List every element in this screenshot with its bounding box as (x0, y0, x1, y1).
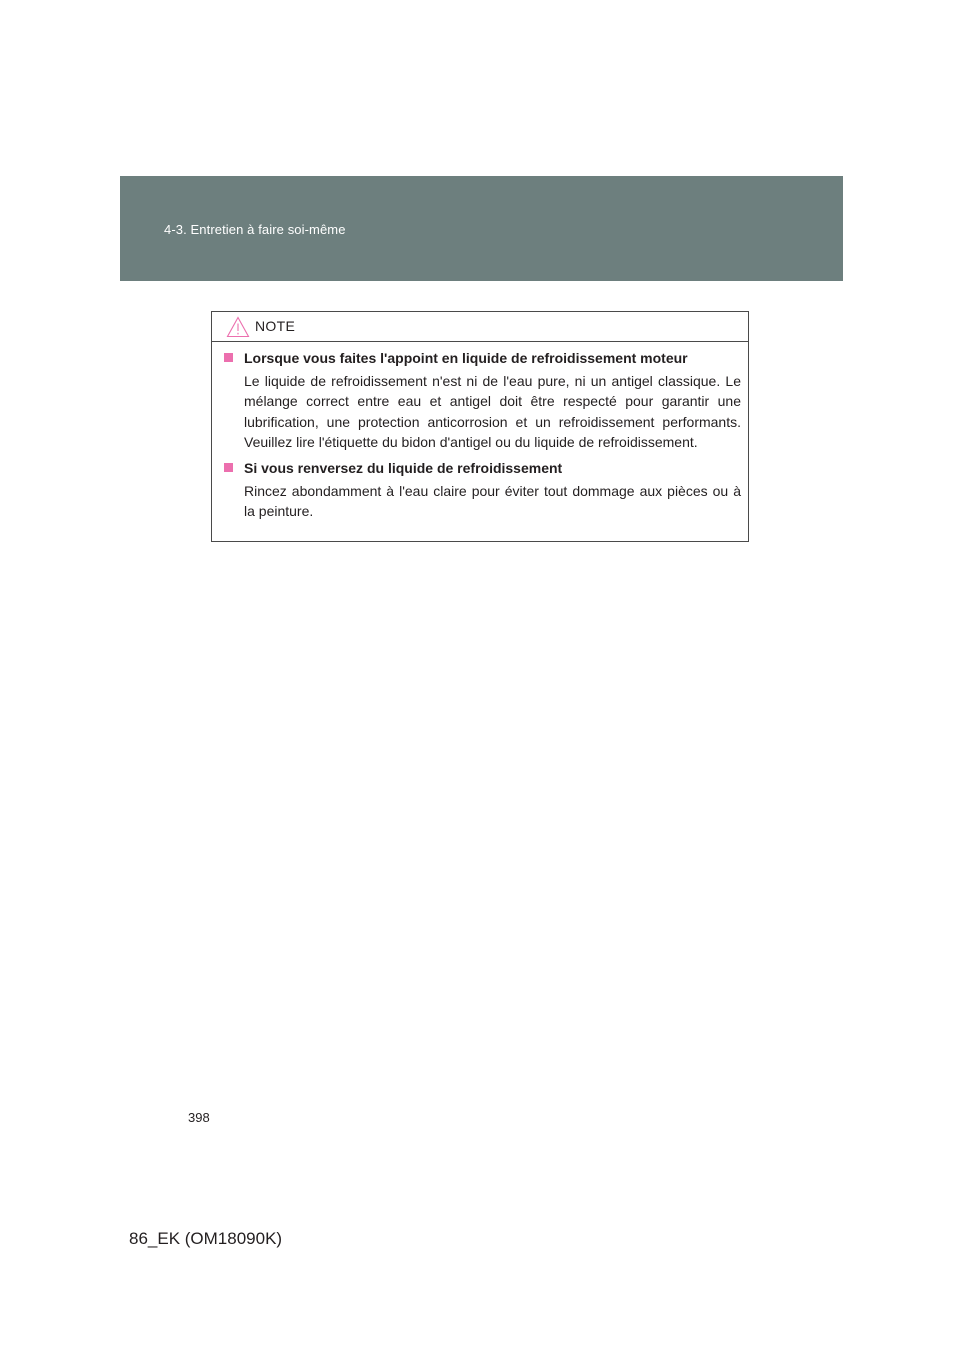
note-item-heading-text: Lorsque vous faites l'appoint en liquide de refroidissement moteur (244, 350, 688, 366)
note-box (211, 311, 749, 542)
note-content (212, 348, 748, 522)
note-item-body: Rincez abondamment à l'eau claire pour éviter tout dommage aux pièces ou à la peinture. (244, 483, 741, 520)
note-item-heading (212, 458, 748, 478)
note-label: NOTE (255, 318, 296, 334)
note-item (212, 458, 748, 522)
section-title: 4-3. Entretien à faire soi-même (164, 222, 346, 237)
note-item-body: Le liquide de refroidissement n'est ni de l'eau pure, ni un antigel classique. Le mélange correct entre eau et antigel doit être respecté pour garantir une lubrification, une protection anticorrosion et un refroidissement performants. Veuillez lire l'étiquette du bidon d'antigel ou du liquide de refroidissement. (244, 373, 741, 450)
note-item (212, 348, 748, 452)
note-item-heading (212, 348, 748, 368)
square-bullet-icon (224, 463, 233, 472)
section-header-band (120, 176, 843, 281)
square-bullet-icon (224, 353, 233, 362)
note-header (212, 312, 748, 342)
page-number: 398 (188, 1110, 210, 1125)
warning-triangle-icon (226, 316, 250, 338)
note-item-heading-text: Si vous renversez du liquide de refroidissement (244, 460, 563, 477)
document-code: 86_EK (OM18090K) (129, 1229, 283, 1248)
